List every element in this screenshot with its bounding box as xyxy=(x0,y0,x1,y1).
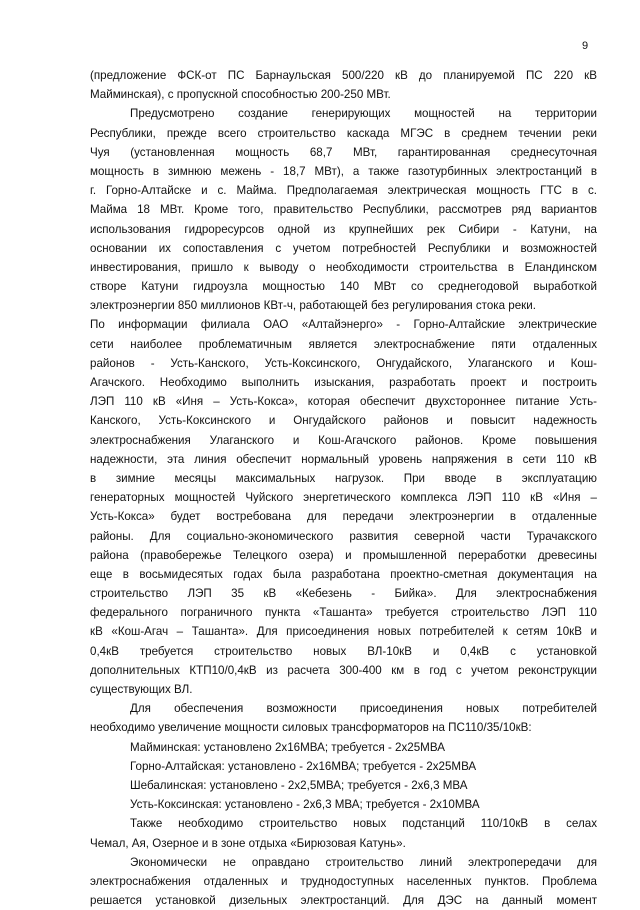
text-line: 0,4кВ требуется строительство новых ВЛ-10кВ и 0,4кВ с установкой xyxy=(90,644,597,658)
text-line: кВ «Кош-Агач – Ташанта». Для присоединения новых потребителей к сетям 10кВ и xyxy=(90,625,597,639)
text-line: створе Катуни гидроузла мощностью 140 МВт со среднегодовой выработкой xyxy=(90,280,597,294)
text-line: Шебалинская: установлено - 2х2,5МВА; требуется - 2х6,3 МВА xyxy=(130,778,468,792)
text-line: Майминская: установлено 2х16МВА; требуется - 2х25МВА xyxy=(130,740,445,754)
text-line: Также необходимо строительство новых подстанций 110/10кВ в селах xyxy=(130,817,597,831)
text-line: Республики, прежде всего строительство каскада МГЭС в среднем течении реки xyxy=(90,126,597,140)
text-line: электроснабжения Улаганского и Кош-Агачского районов. Кроме повышения xyxy=(90,433,597,447)
text-line: района (правобережье Телецкого озера) и промышленной переработки древесины xyxy=(90,548,597,562)
text-line: электроэнергии 850 миллионов КВт-ч, работающей без регулирования стока реки. xyxy=(90,299,536,313)
text-line: Агачского. Необходимо выполнить изыскания, разработать проект и построить xyxy=(90,376,597,389)
text-line: Канского, Усть-Коксинского и Онгудайского районов и повысит надежность xyxy=(90,414,597,428)
text-line: существующих ВЛ. xyxy=(90,683,193,696)
text-line: По информации филиала ОАО «Алтайэнерго» - Горно-Алтайские электрические xyxy=(90,318,597,332)
text-line: Чемал, Ая, Озерное и в зоне отдыха «Бирюзовая Катунь». xyxy=(90,836,406,850)
text-line: районов - Усть-Канского, Усть-Коксинского, Онгудайского, Улаганского и Кош- xyxy=(90,356,597,370)
text-line: электроснабжения отдаленных и труднодоступных населенных пунктов. Проблема xyxy=(90,874,597,888)
text-line: Экономически не оправдано строительство линий электропередачи для xyxy=(130,855,597,869)
text-line: строительство ЛЭП 35 кВ «Кебезень - Бийка». Для электроснабжения xyxy=(90,587,597,601)
text-line: Предусмотрено создание генерирующих мощностей на территории xyxy=(130,107,597,121)
text-line: инвестирования, пришло к выводу о необходимости строительства в Еландинском xyxy=(90,260,597,274)
text-line: Майма 18 МВт. Кроме того, правительство Республики, рассмотрев ряд вариантов xyxy=(90,203,597,217)
text-line: ЛЭП 110 кВ «Иня – Усть-Кокса», которая обеспечит двухстороннее питание Усть- xyxy=(90,395,597,409)
text-line: Усть-Кокса» будет востребована для передачи электроэнергии в отдаленные xyxy=(90,510,597,524)
text-line: (предложение ФСК-от ПС Барнаульская 500/220 кВ до планируемой ПС 220 кВ xyxy=(90,69,597,82)
text-line: сети наиболее проблематичным является электроснабжение пяти отдаленных xyxy=(90,337,597,351)
text-line: Майминская), с пропускной способностью 200-250 МВт. xyxy=(90,88,391,102)
page-number: 9 xyxy=(582,40,589,52)
text-line: еще в восьмидесятых годах была разработана проектно-сметная документация на xyxy=(90,567,597,581)
text-line: районы. Для социально-экономического развития северной части Турачакского xyxy=(90,529,597,543)
text-line: в зимние месяцы максимальных нагрузок. При вводе в эксплуатацию xyxy=(90,471,597,485)
text-line: необходимо увеличение мощности силовых трансформаторов на ПС110/35/10кВ: xyxy=(90,721,532,735)
text-line: Для обеспечения возможности присоединения новых потребителей xyxy=(130,702,597,716)
text-line: надежности, эта линия обеспечит нормальный уровень напряжения в сети 110 кВ xyxy=(90,452,597,466)
text-line: мощность в зимнюю межень - 18,7 МВт), а также газотурбинных электростанций в xyxy=(90,164,597,178)
text-line: дополнительных КТП10/0,4кВ из расчета 300-400 км в год с учетом реконструкции xyxy=(90,663,597,677)
text-line: г. Горно-Алтайске и с. Майма. Предполагаемая электрическая мощность ГТС в с. xyxy=(90,184,597,198)
text-line: генераторных мощностей Чуйского энергетического комплекса ЛЭП 110 кВ «Иня – xyxy=(90,491,597,505)
body-text xyxy=(90,66,597,910)
text-line: основании их сопоставления с учетом потребностей Республики и возможностей xyxy=(90,241,597,255)
text-line: Усть-Коксинская: установлено - 2х6,3 МВА; требуется - 2х10МВА xyxy=(130,798,480,812)
text-line: Чуя (установленная мощность 68,7 МВт, гарантированная среднесуточная xyxy=(90,145,597,159)
text-line: Горно-Алтайская: установлено - 2х16МВА; требуется - 2х25МВА xyxy=(130,759,477,773)
text-line: использования гидроресурсов одной из крупнейших рек Сибири - Катуни, на xyxy=(90,222,597,236)
text-line: федерального пограничного пункта «Ташанта» требуется строительство ЛЭП 110 xyxy=(90,606,597,620)
text-line: решается установкой дизельных электростанций. Для ДЭС на данный момент xyxy=(90,894,597,908)
